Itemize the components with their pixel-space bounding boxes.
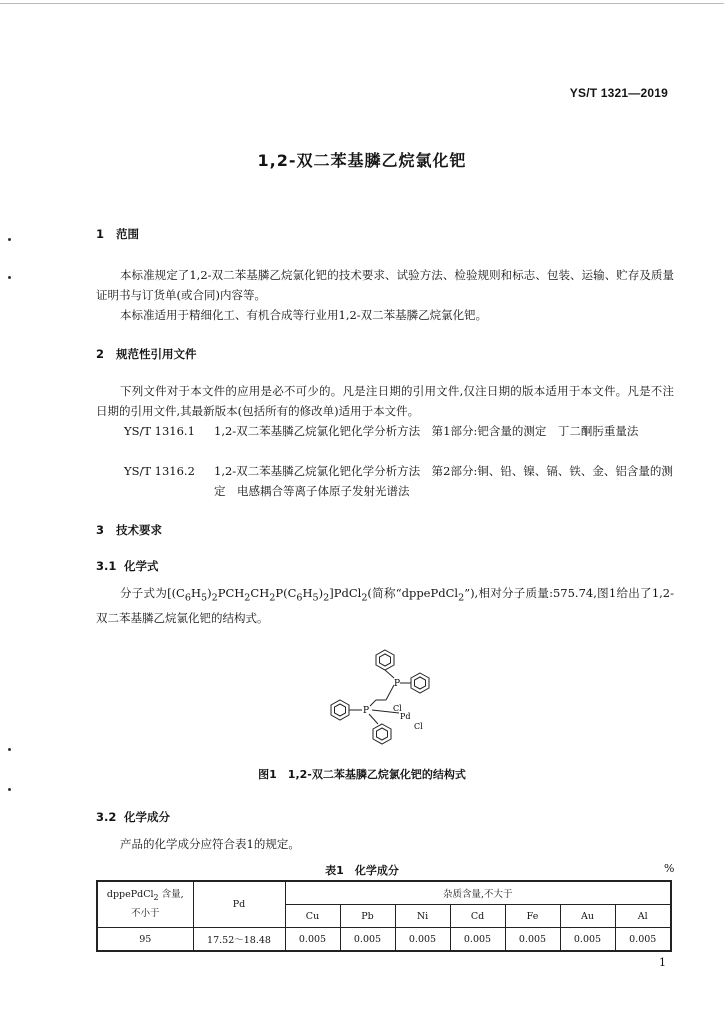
palladium-label: Pd <box>400 712 411 721</box>
header-impurity-group: 杂质含量,不大于 <box>285 881 671 905</box>
table-cell: 0.005 <box>285 928 340 952</box>
table-cell: 0.005 <box>395 928 450 952</box>
table-cell: 17.52～18.48 <box>193 928 285 952</box>
header-impurity-cell: Ni <box>395 905 450 928</box>
table-row <box>97 928 671 952</box>
table-header-row <box>97 881 671 905</box>
top-rule <box>0 3 724 4</box>
phosphorus-label-top: P <box>394 679 401 689</box>
section-heading-3 <box>96 522 162 538</box>
section-1-paragraph-2: 本标准适用于精细化工、有机合成等行业用1,2-双二苯基膦乙烷氯化钯。 <box>120 308 488 322</box>
section-heading-2 <box>96 346 197 362</box>
section-title: 化学成分 <box>124 810 170 824</box>
header-impurity-cell: Fe <box>505 905 560 928</box>
section-heading-3-2 <box>96 809 170 825</box>
section-number: 3.2 <box>96 810 117 824</box>
standard-number: YS/T 1321—2019 <box>569 86 668 100</box>
phenyl-ring <box>331 700 349 720</box>
table-cell: 0.005 <box>615 928 671 952</box>
reference-code-1: YS/T 1316.1 <box>124 424 195 438</box>
scan-mark <box>8 238 11 241</box>
scan-mark <box>8 276 11 279</box>
table-cell: 0.005 <box>450 928 505 952</box>
scan-mark <box>8 748 11 751</box>
section-1-paragraph-1: 本标准规定了1,2-双二苯基膦乙烷氯化钯的技术要求、试验方法、检验规则和标志、包装、运输、贮存及质量证明书与订货单(或合同)内容等。 <box>96 268 674 302</box>
scan-mark <box>8 788 11 791</box>
header-impurity-cell: Al <box>615 905 671 928</box>
header-content-cell: dppePdCl$_2$ 含量, 不小于 <box>97 881 193 928</box>
chemical-composition-table <box>96 880 672 952</box>
section-3-1-paragraph: 分子式为$[(C_6H_5)_2PCH_2CH_2P(C_6H_5)_2]PdCl_2$(简称“dppePdCl$_2$”),相对分子质量:575.74,图1给出了1,2-双二苯基膦乙烷氯化钯的结构式。 <box>96 586 674 626</box>
section-heading-3-1 <box>96 558 159 574</box>
chlorine-label-1: Cl <box>393 704 402 713</box>
table-unit: % <box>664 862 675 875</box>
section-number: 3 <box>96 523 105 537</box>
document-title: 1,2-双二苯基膦乙烷氯化钯 <box>257 151 467 170</box>
header-impurity-cell: Au <box>560 905 615 928</box>
section-number: 2 <box>96 347 105 361</box>
page-number: 1 <box>659 956 666 969</box>
section-title: 范围 <box>116 227 139 241</box>
header-pd-cell: Pd <box>193 881 285 928</box>
figure-caption: 图1 1,2-双二苯基膦乙烷氯化钯的结构式 <box>258 768 466 781</box>
section-heading-1 <box>96 226 139 242</box>
phenyl-ring <box>373 724 391 744</box>
header-impurity-cell: Cu <box>285 905 340 928</box>
table-cell: 0.005 <box>340 928 395 952</box>
section-3-2-paragraph: 产品的化学成分应符合表1的规定。 <box>120 837 300 851</box>
structural-formula <box>320 640 450 750</box>
reference-text-1: 1,2-双二苯基膦乙烷氯化钯化学分析方法 第1部分:钯含量的测定 丁二酮肟重量法 <box>214 424 639 438</box>
section-title: 化学式 <box>124 559 159 573</box>
header-impurity-cell: Pb <box>340 905 395 928</box>
header-impurity-cell: Cd <box>450 905 505 928</box>
section-number: 3.1 <box>96 559 117 573</box>
reference-text-2: 1,2-双二苯基膦乙烷氯化钯化学分析方法 第2部分:铜、铅、镍、镉、铁、金、铝含量的测定 电感耦合等离子体原子发射光谱法 <box>214 464 673 498</box>
table-cell: 0.005 <box>560 928 615 952</box>
section-title: 规范性引用文件 <box>116 347 197 361</box>
section-title: 技术要求 <box>116 523 162 537</box>
chlorine-label-2: Cl <box>414 722 423 731</box>
table-cell: 95 <box>97 928 193 952</box>
phenyl-ring <box>411 673 429 693</box>
phenyl-ring <box>376 650 394 670</box>
section-2-paragraph-1: 下列文件对于本文件的应用是必不可少的。凡是注日期的引用文件,仅注日期的版本适用于本文件。凡是不注日期的引用文件,其最新版本(包括所有的修改单)适用于本文件。 <box>96 384 674 418</box>
reference-code-2: YS/T 1316.2 <box>124 464 195 478</box>
section-number: 1 <box>96 227 105 241</box>
phosphorus-label-left: P <box>363 706 370 716</box>
table-cell: 0.005 <box>505 928 560 952</box>
table-caption: 表1 化学成分 <box>325 864 399 877</box>
